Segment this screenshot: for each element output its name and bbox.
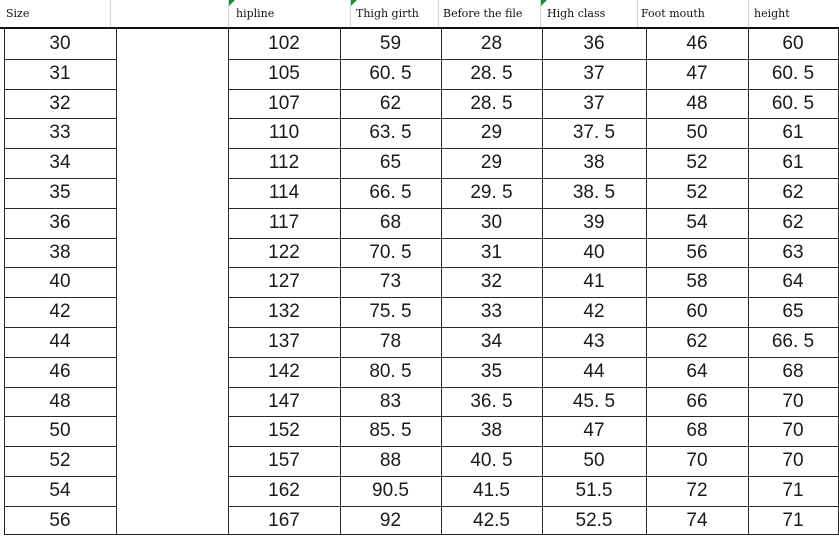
measurement-cell[interactable]: 63. 5	[369, 122, 412, 144]
header-row	[0, 0, 839, 29]
measurement-cell[interactable]: 33	[480, 301, 503, 323]
measurement-cell[interactable]: 147	[268, 390, 300, 412]
cell-comment-marker	[351, 0, 357, 6]
measurement-cell[interactable]: 52.5	[575, 509, 613, 531]
measurement-cell[interactable]: 38	[480, 420, 503, 442]
measurement-cell[interactable]: 28	[480, 33, 503, 54]
measurement-cell[interactable]: 152	[268, 420, 300, 442]
size-cell[interactable]: 48	[49, 390, 71, 412]
size-cell[interactable]: 34	[49, 152, 71, 174]
measurement-cell[interactable]: 66	[686, 390, 708, 412]
measurement-cell[interactable]: 51.5	[575, 480, 613, 501]
measurement-cell[interactable]: 112	[268, 152, 300, 174]
size-cell[interactable]: 40	[49, 271, 71, 293]
measurement-cell[interactable]: 102	[268, 33, 300, 54]
measurement-cell[interactable]: 75. 5	[369, 301, 412, 323]
measurement-cell[interactable]: 42	[583, 301, 605, 323]
measurement-cell[interactable]: 66. 5	[771, 331, 815, 352]
column-header[interactable]: hipline	[236, 7, 275, 20]
column-header[interactable]: Before the file	[443, 7, 523, 20]
grid-column-line	[116, 29, 117, 535]
measurement-cell[interactable]: 29	[480, 152, 503, 174]
measurement-cell[interactable]: 41.5	[473, 480, 510, 501]
measurement-cell[interactable]: 90.5	[372, 480, 409, 501]
measurement-cell[interactable]: 47	[686, 62, 708, 84]
measurement-cell[interactable]: 117	[268, 211, 300, 233]
size-cell[interactable]: 36	[49, 211, 71, 233]
size-cell[interactable]: 52	[49, 450, 71, 472]
measurement-cell[interactable]: 37. 5	[572, 122, 616, 144]
measurement-cell[interactable]: 36	[583, 33, 605, 54]
measurement-cell[interactable]: 142	[268, 360, 300, 382]
measurement-cell[interactable]: 127	[268, 271, 300, 293]
measurement-cell[interactable]: 60	[782, 33, 804, 54]
measurement-cell[interactable]: 70	[782, 420, 804, 442]
measurement-cell[interactable]: 38. 5	[572, 182, 616, 203]
measurement-cell[interactable]: 74	[686, 509, 708, 531]
measurement-cell[interactable]: 29	[480, 122, 503, 144]
measurement-cell[interactable]: 28. 5	[470, 92, 513, 114]
measurement-cell[interactable]: 167	[268, 509, 300, 531]
measurement-cell[interactable]: 63	[782, 241, 804, 263]
column-header[interactable]: Foot mouth	[641, 7, 705, 20]
measurement-cell[interactable]: 62	[686, 331, 708, 352]
measurement-cell[interactable]: 85. 5	[369, 420, 412, 442]
column-header[interactable]: High class	[547, 7, 606, 20]
measurement-cell[interactable]: 39	[583, 211, 605, 233]
measurement-cell[interactable]: 28. 5	[470, 62, 513, 84]
measurement-cell[interactable]: 105	[268, 62, 300, 84]
measurement-cell[interactable]: 73	[379, 271, 402, 293]
measurement-cell[interactable]: 48	[686, 92, 708, 114]
header-separator	[110, 0, 111, 27]
cell-comment-marker	[541, 0, 547, 6]
measurement-cell[interactable]: 78	[379, 331, 402, 352]
size-cell[interactable]: 42	[49, 301, 71, 323]
measurement-cell[interactable]: 70. 5	[369, 241, 412, 263]
measurement-cell[interactable]: 110	[268, 122, 300, 144]
cell-comment-marker	[229, 0, 235, 6]
measurement-cell[interactable]: 38	[583, 152, 605, 174]
measurement-cell[interactable]: 66. 5	[369, 182, 412, 203]
measurement-cell[interactable]: 70	[782, 450, 804, 472]
measurement-cell[interactable]: 40	[583, 241, 605, 263]
measurement-cell[interactable]: 68	[686, 420, 708, 442]
measurement-cell[interactable]: 62	[782, 211, 804, 233]
measurement-cell[interactable]: 58	[686, 271, 708, 293]
measurement-cell[interactable]: 132	[268, 301, 300, 323]
measurement-cell[interactable]: 122	[268, 241, 300, 263]
measurement-cell[interactable]: 30	[480, 211, 503, 233]
measurement-cell[interactable]: 65	[782, 301, 804, 323]
measurement-cell[interactable]: 46	[686, 33, 708, 54]
measurement-cell[interactable]: 107	[268, 92, 300, 114]
measurement-cell[interactable]: 29. 5	[470, 182, 513, 203]
measurement-cell[interactable]: 44	[583, 360, 605, 382]
measurement-cell[interactable]: 52	[686, 182, 708, 203]
measurement-cell[interactable]: 60	[686, 301, 708, 323]
measurement-cell[interactable]: 60. 5	[369, 62, 412, 84]
size-cell[interactable]: 50	[49, 420, 71, 442]
measurement-cell[interactable]: 80. 5	[369, 360, 412, 382]
column-header[interactable]: height	[754, 7, 790, 20]
measurement-cell[interactable]: 61	[782, 122, 804, 144]
measurement-cell[interactable]: 59	[379, 33, 402, 54]
measurement-cell[interactable]: 71	[782, 509, 804, 531]
measurement-cell[interactable]: 40. 5	[470, 450, 513, 472]
measurement-cell[interactable]: 68	[782, 360, 804, 382]
measurement-cell[interactable]: 162	[268, 480, 300, 501]
measurement-cell[interactable]: 37	[583, 92, 605, 114]
size-cell[interactable]: 33	[49, 122, 71, 144]
measurement-cell[interactable]: 56	[686, 241, 708, 263]
measurement-cell[interactable]: 54	[686, 211, 708, 233]
measurement-cell[interactable]: 64	[686, 360, 708, 382]
measurement-cell[interactable]: 37	[583, 62, 605, 84]
measurement-cell[interactable]: 68	[379, 211, 402, 233]
header-separator	[438, 0, 439, 27]
measurement-cell[interactable]: 42.5	[473, 509, 510, 531]
measurement-cell[interactable]: 34	[480, 331, 503, 352]
measurement-cell[interactable]: 50	[583, 450, 605, 472]
measurement-cell[interactable]: 43	[583, 331, 605, 352]
measurement-cell[interactable]: 72	[686, 480, 708, 501]
measurement-cell[interactable]: 47	[583, 420, 605, 442]
measurement-cell[interactable]: 157	[268, 450, 300, 472]
measurement-cell[interactable]: 70	[686, 450, 708, 472]
measurement-cell[interactable]: 50	[686, 122, 708, 144]
measurement-cell[interactable]: 83	[379, 390, 402, 412]
measurement-cell[interactable]: 32	[480, 271, 503, 293]
size-cell[interactable]: 38	[49, 241, 71, 263]
size-cell[interactable]: 32	[49, 92, 71, 114]
size-cell[interactable]: 30	[49, 33, 71, 54]
size-cell[interactable]: 56	[49, 509, 71, 531]
measurement-cell[interactable]: 92	[379, 509, 402, 531]
measurement-cell[interactable]: 65	[379, 152, 402, 174]
measurement-cell[interactable]: 36. 5	[470, 390, 513, 412]
measurement-cell[interactable]: 52	[686, 152, 708, 174]
measurement-cell[interactable]: 61	[782, 152, 804, 174]
measurement-cell[interactable]: 64	[782, 271, 804, 293]
column-header[interactable]: Thigh girth	[356, 7, 419, 20]
header-separator	[637, 0, 638, 27]
measurement-cell[interactable]: 114	[268, 182, 300, 203]
measurement-cell[interactable]: 60. 5	[771, 62, 815, 84]
measurement-cell[interactable]: 70	[782, 390, 804, 412]
size-cell[interactable]: 31	[49, 62, 71, 84]
measurement-cell[interactable]: 60. 5	[771, 92, 815, 114]
measurement-cell[interactable]: 62	[782, 182, 804, 203]
measurement-cell[interactable]: 88	[379, 450, 402, 472]
measurement-cell[interactable]: 35	[480, 360, 503, 382]
measurement-cell[interactable]: 45. 5	[572, 390, 616, 412]
size-cell[interactable]: 44	[49, 331, 71, 352]
measurement-cell[interactable]: 62	[379, 92, 402, 114]
column-header[interactable]: Size	[6, 7, 30, 20]
header-separator	[748, 0, 749, 27]
measurement-cell[interactable]: 41	[583, 271, 605, 293]
measurement-cell[interactable]: 31	[480, 241, 503, 263]
measurement-cell[interactable]: 71	[782, 480, 804, 501]
size-cell[interactable]: 54	[49, 480, 71, 501]
size-cell[interactable]: 46	[49, 360, 71, 382]
measurement-cell[interactable]: 137	[268, 331, 300, 352]
size-cell[interactable]: 35	[49, 182, 71, 203]
